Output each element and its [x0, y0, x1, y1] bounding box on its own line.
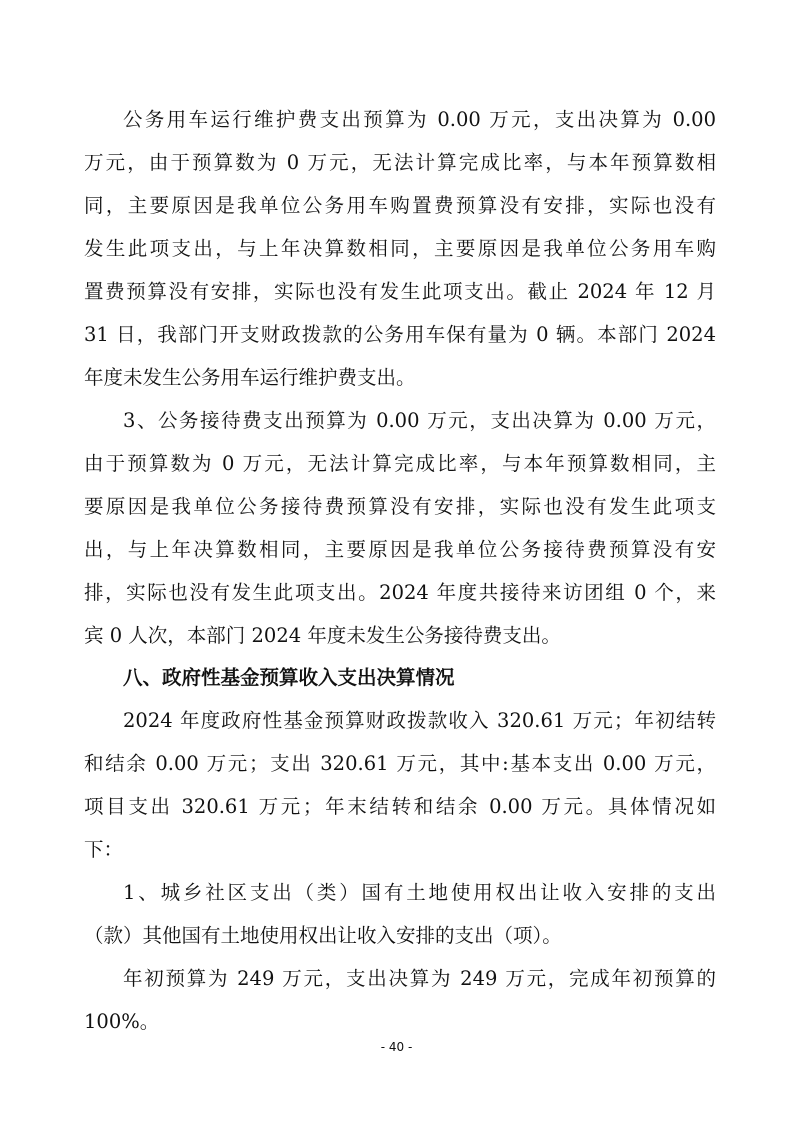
paragraph-1-line-5: 置费预算没有安排，实际也没有发生此项支出。截止 2024 年 12 月	[84, 280, 716, 303]
paragraph-2-line-3: 要原因是我单位公务接待费预算没有安排，实际也没有发生此项支	[84, 495, 716, 518]
section-heading: 八、政府性基金预算收入支出决算情况	[123, 666, 455, 689]
paragraph-1-line-4: 发生此项支出，与上年决算数相同，主要原因是我单位公务用车购	[84, 237, 716, 260]
paragraph-1-line-2: 万元，由于预算数为 0 万元，无法计算完成比率，与本年预算数相	[84, 151, 716, 174]
paragraph-5-line-1: 年初预算为 249 万元，支出决算为 249 万元，完成年初预算的	[123, 967, 716, 990]
page-number: - 40 -	[380, 1040, 413, 1054]
paragraph-2-line-5: 排，实际也没有发生此项支出。2024 年度共接待来访团组 0 个，来	[84, 581, 716, 604]
paragraph-3-line-4: 下：	[84, 838, 124, 861]
paragraph-2-line-4: 出，与上年决算数相同，主要原因是我单位公务接待费预算没有安	[84, 538, 716, 561]
paragraph-3-line-3: 项目支出 320.61 万元；年末结转和结余 0.00 万元。具体情况如	[84, 795, 716, 818]
paragraph-4-line-1: 1、城乡社区支出（类）国有土地使用权出让收入安排的支出	[123, 881, 716, 904]
paragraph-1-line-1: 公务用车运行维护费支出预算为 0.00 万元，支出决算为 0.00	[123, 108, 716, 131]
paragraph-2-line-2: 由于预算数为 0 万元，无法计算完成比率，与本年预算数相同，主	[84, 452, 716, 475]
paragraph-3-line-1: 2024 年度政府性基金预算财政拨款收入 320.61 万元；年初结转	[123, 709, 716, 732]
paragraph-4-line-2: （款）其他国有土地使用权出让收入安排的支出（项）。	[84, 924, 562, 947]
paragraph-1-line-7: 年度未发生公务用车运行维护费支出。	[84, 366, 416, 389]
paragraph-3-line-2: 和结余 0.00 万元；支出 320.61 万元，其中:基本支出 0.00 万元，	[84, 752, 716, 775]
paragraph-1-line-3: 同，主要原因是我单位公务用车购置费预算没有安排，实际也没有	[84, 194, 716, 217]
paragraph-5-line-2: 100%。	[84, 1010, 160, 1033]
paragraph-1-line-6: 31 日，我部门开支财政拨款的公务用车保有量为 0 辆。本部门 2024	[84, 323, 716, 346]
paragraph-2-line-1: 3、公务接待费支出预算为 0.00 万元，支出决算为 0.00 万元，	[123, 409, 716, 432]
paragraph-2-line-6: 宾 0 人次，本部门 2024 年度未发生公务接待费支出。	[84, 624, 561, 647]
